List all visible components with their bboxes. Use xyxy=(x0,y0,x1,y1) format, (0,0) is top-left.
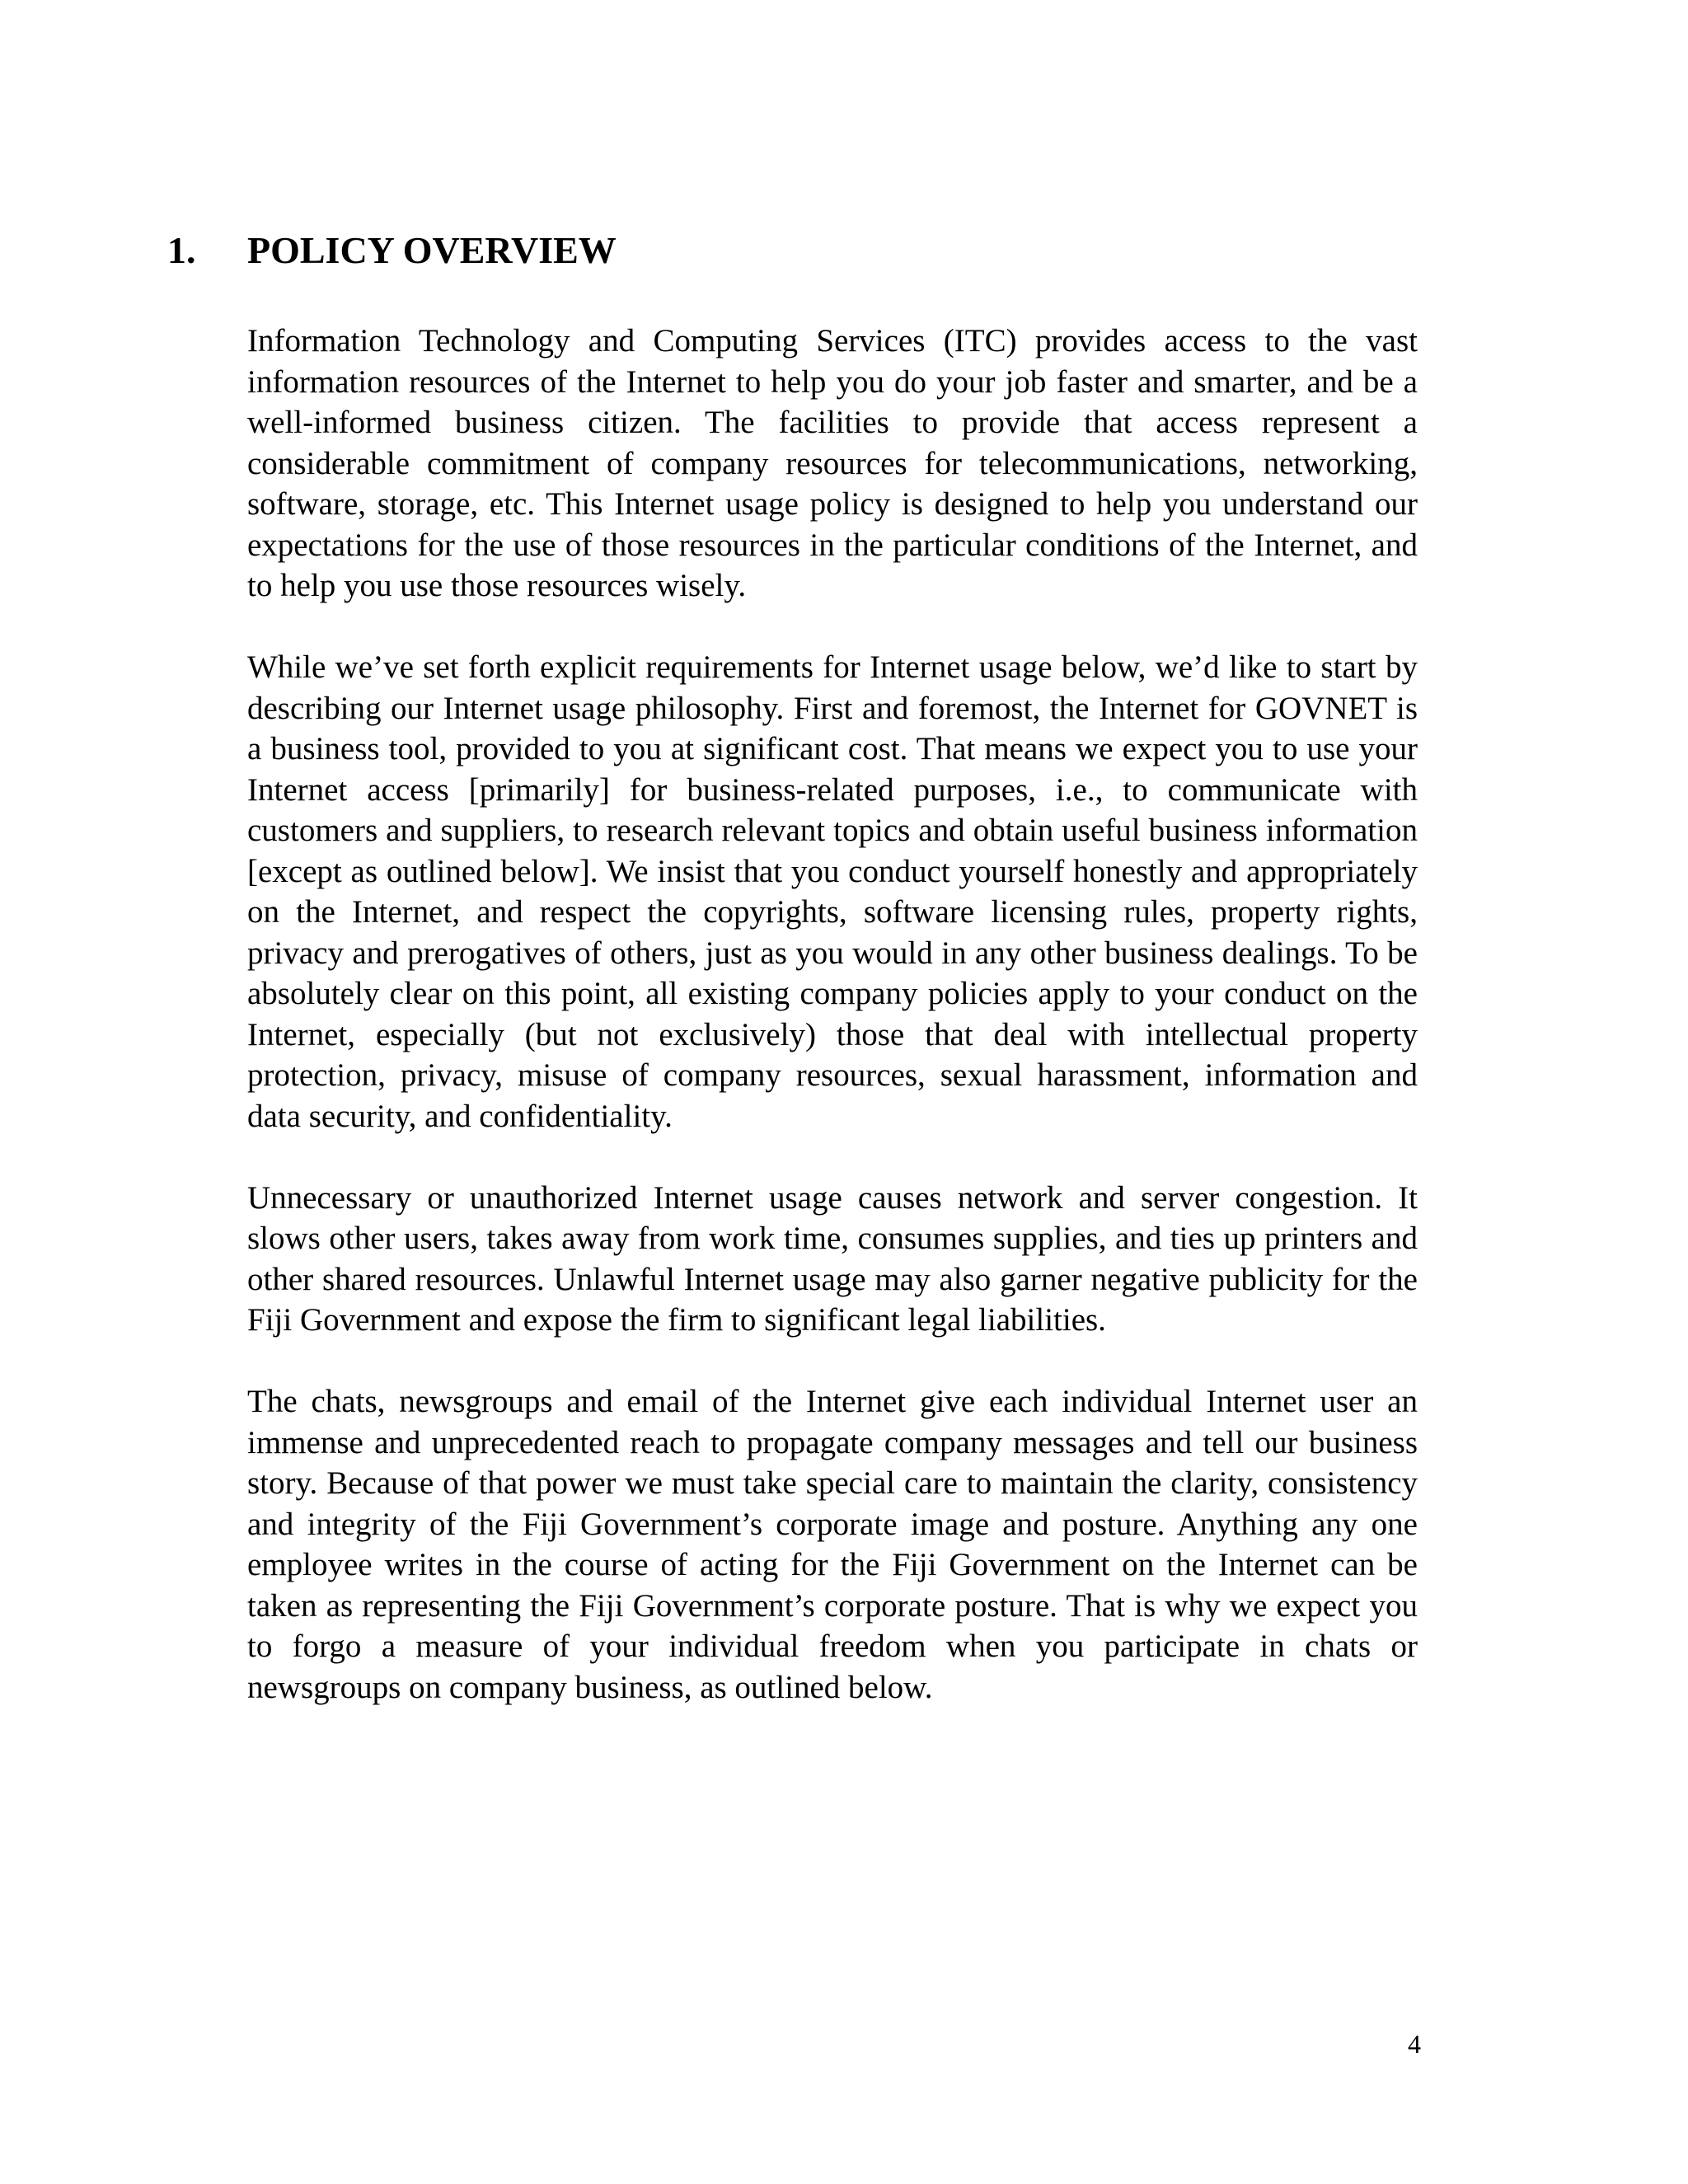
paragraph-corporate-image: The chats, newsgroups and email of the Internet give each individual Internet user an immense and unprecedented reach to propagate company messages and tell our business story. Because of that power we must take special care to maintain the clarity, consistency and integrity of the Fiji Government’s corporate image and posture. Anything any one employee writes in the course of acting for the Fiji Government on the Internet can be taken as representing the Fiji Government’s corporate posture. That is why we expect you to forgo a measure of your individual freedom when you participate in chats or newsgroups on company business, as outlined below. xyxy=(247,1384,1418,1705)
paragraph-congestion: Unnecessary or unauthorized Internet usage causes network and server congestion. It slows other users, takes away from work time, consumes supplies, and ties up printers and other shared resources. Unlawful Internet usage may also garner negative publicity for the Fiji Government and expose the firm to significant legal liabilities. xyxy=(247,1179,1418,1338)
page-number: 4 xyxy=(1408,2029,1421,2059)
section-number: 1. xyxy=(167,229,196,271)
section-body xyxy=(247,321,1418,1749)
paragraph-philosophy: While we’ve set forth explicit requirements for Internet usage below, we’d like to start by describing our Internet usage philosophy. First and foremost, the Internet for GOVNET is a business tool, provided to you at significant cost. That means we expect you to use your Internet access [primarily] for business-related purposes, i.e., to communicate with customers and suppliers, to research relevant topics and obtain useful business information [except as outlined below]. We insist that you conduct yourself honestly and appropriately on the Internet, and respect the copyrights, software licensing rules, property rights, privacy and prerogatives of others, just as you would in any other business dealings. To be absolutely clear on this point, all existing company policies apply to your conduct on the Internet, especially (but not exclusively) those that deal with intellectual property protection, privacy, misuse of company resources, sexual harassment, information and data security, and confidentiality. xyxy=(247,649,1418,1134)
section-heading xyxy=(167,227,1404,274)
section-title: POLICY OVERVIEW xyxy=(247,229,617,271)
paragraph-intro: Information Technology and Computing Services (ITC) provides access to the vast information resources of the Internet to help you do your job faster and smarter, and be a well-informed business citizen. The facilities to provide that access represent a considerable commitment of company resources for telecommunications, networking, software, storage, etc. This Internet usage policy is designed to help you understand our expectations for the use of those resources in the particular conditions of the Internet, and to help you use those resources wisely. xyxy=(247,323,1418,603)
